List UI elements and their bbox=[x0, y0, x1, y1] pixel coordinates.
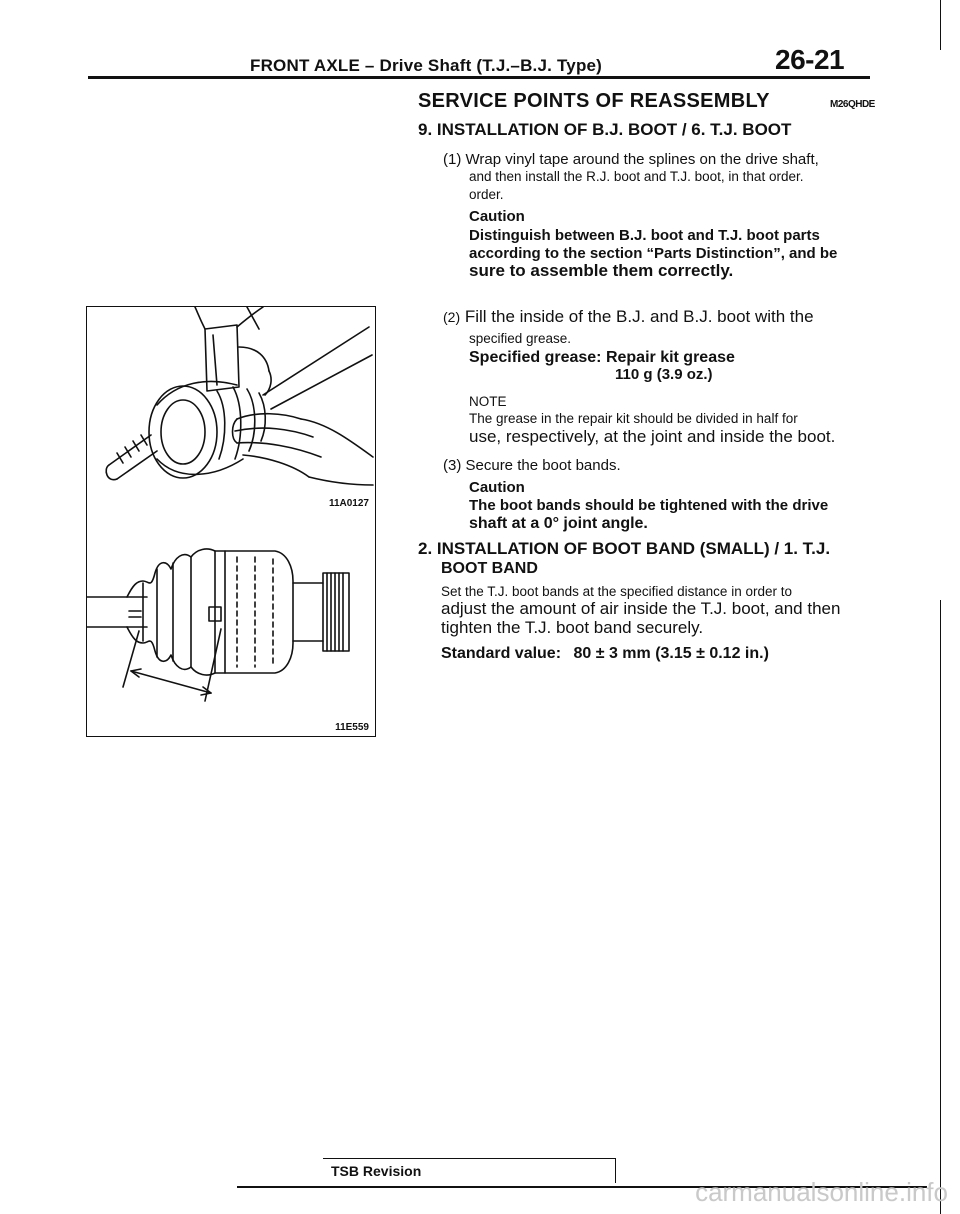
header-title: FRONT AXLE – Drive Shaft (T.J.–B.J. Type) bbox=[250, 56, 603, 75]
step9-sub2-line1 bbox=[443, 307, 814, 327]
step9-sub3-text: (3) Secure the boot bands. bbox=[443, 457, 621, 474]
step2-title-line1: 2. INSTALLATION OF BOOT BAND (SMALL) / 1. T.J. bbox=[418, 539, 831, 558]
step2-standard-value: 80 ± 3 mm (3.15 ± 0.12 in.) bbox=[573, 645, 769, 662]
step9-sub2-line2: specified grease. bbox=[469, 331, 572, 346]
step2-standard-label: Standard value: bbox=[441, 645, 562, 662]
step2-standard bbox=[441, 645, 769, 663]
step9-sub1-caution-line3: sure to assemble them correctly. bbox=[469, 261, 734, 280]
figure-boot-installation bbox=[86, 306, 376, 513]
step2-line2: adjust the amount of air inside the T.J. boot, and then bbox=[441, 599, 841, 618]
step9-title: 9. INSTALLATION OF B.J. BOOT / 6. T.J. BOOT bbox=[418, 120, 792, 139]
figure-boot-band-distance bbox=[86, 511, 376, 737]
figure-1-code: 11A0127 bbox=[328, 498, 369, 509]
step9-sub1-line3: order. bbox=[469, 187, 504, 202]
page-number: 26-21 bbox=[775, 44, 845, 75]
step2-title-line2: BOOT BAND bbox=[441, 560, 538, 577]
watermark: carmanualsonline.info bbox=[695, 1177, 948, 1207]
step9-sub3-caution-line2: shaft at a 0° joint angle. bbox=[469, 515, 648, 532]
step9-sub2-spec-line1: Specified grease: Repair kit grease bbox=[469, 349, 735, 366]
section-heading: SERVICE POINTS OF REASSEMBLY bbox=[418, 90, 770, 112]
step9-sub1-caution-line2: according to the section “Parts Distinction”, and be bbox=[469, 245, 838, 262]
step9-sub2-note-label: NOTE bbox=[469, 394, 507, 409]
step9-sub2-note-line1: The grease in the repair kit should be divided in half for bbox=[469, 411, 798, 426]
step9-sub3-caution-line1: The boot bands should be tightened with the drive bbox=[469, 497, 829, 514]
margin-line-bottom bbox=[940, 600, 941, 1214]
tsb-revision-box bbox=[323, 1158, 616, 1183]
step9-sub1-caution-line1: Distinguish between B.J. boot and T.J. boot parts bbox=[469, 227, 820, 244]
step9-sub2-text: Fill the inside of the B.J. and B.J. boot with the bbox=[464, 307, 814, 326]
section-code: M26QHDE bbox=[830, 99, 875, 110]
tj-boot-illustration bbox=[87, 511, 375, 736]
margin-line-top bbox=[940, 0, 941, 50]
step9-sub2-spec-line2: 110 g (3.9 oz.) bbox=[615, 366, 713, 383]
step9-sub1-caution-label: Caution bbox=[469, 208, 525, 225]
step9-sub1-line2: and then install the R.J. boot and T.J. boot, in that order. bbox=[469, 169, 804, 184]
step9-sub3-caution-label: Caution bbox=[469, 479, 525, 496]
step2-line1: Set the T.J. boot bands at the specified distance in order to bbox=[441, 584, 792, 599]
step9-sub1-line1 bbox=[443, 150, 819, 169]
step9-sub1-text: Wrap vinyl tape around the splines on the drive shaft, bbox=[465, 151, 819, 168]
header-rule bbox=[88, 76, 870, 79]
tsb-revision-label: TSB Revision bbox=[331, 1163, 422, 1179]
figure-2-code: 11E559 bbox=[335, 722, 369, 733]
step9-sub2-note-line2: use, respectively, at the joint and inside the boot. bbox=[469, 427, 836, 446]
boot-installation-illustration bbox=[87, 307, 375, 512]
step9-sub1-num: (1) bbox=[443, 151, 462, 168]
step2-line3: tighten the T.J. boot band securely. bbox=[441, 618, 704, 637]
step9-sub2-num: (2) bbox=[443, 309, 461, 325]
